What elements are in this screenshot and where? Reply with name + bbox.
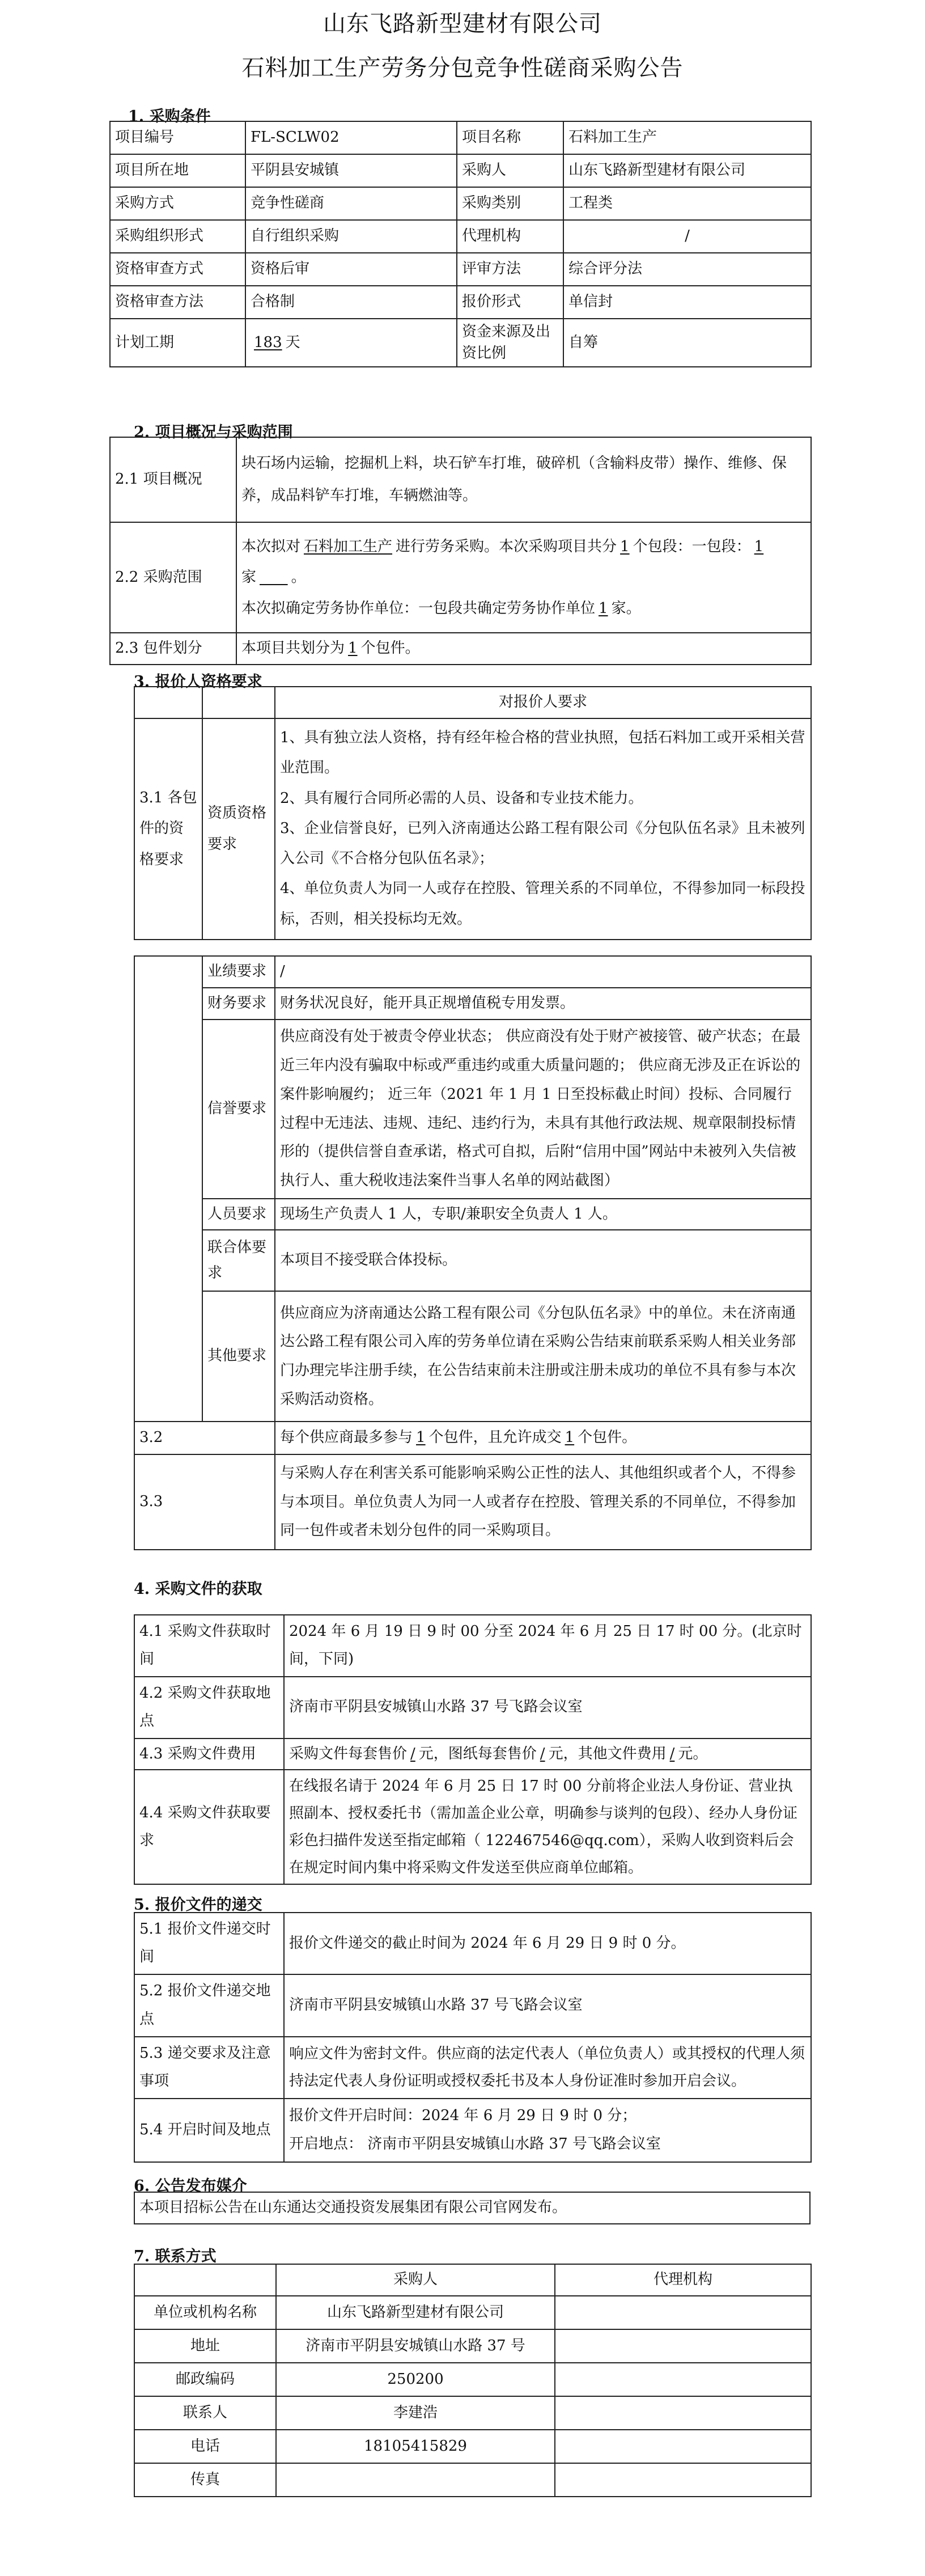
field-value bbox=[555, 2329, 811, 2363]
document-acquisition-table bbox=[134, 1614, 812, 1885]
field-value: / bbox=[563, 220, 811, 253]
field-value: 山东飞路新型建材有限公司 bbox=[276, 2296, 555, 2329]
qualification-table-b bbox=[134, 955, 812, 1550]
field-value: 与采购人存在利害关系可能影响采购公正性的法人、其他组织或者个人，不得参与本项目。单位负责人为同一人或者存在控股、管理关系的不同单位，不得参加同一包件或者未划分包件的同一采购项目。 bbox=[275, 1454, 811, 1550]
announcement-title: 石料加工生产劳务分包竞争性磋商采购公告 bbox=[241, 55, 684, 81]
field-value bbox=[555, 2296, 811, 2329]
table-row bbox=[134, 956, 811, 988]
table-row bbox=[134, 2099, 811, 2162]
column-header: 代理机构 bbox=[555, 2264, 811, 2296]
field-value: 响应文件为密封文件。供应商的法定代表人（单位负责人）或其授权的代理人须持法定代表人身份证明或授权委托书及本人身份证准时参加开启会议。 bbox=[284, 2037, 811, 2099]
field-value: 1、具有独立法人资格，持有经年检合格的营业执照，包括石料加工或开采相关营业范围。 2、具有履行合同所必需的人员、设备和专业技术能力。 3、企业信誉良好，已列入济南通达公路工程有限公司《分包队伍名录》且未被列入公司《不合格分包队伍名录》； 4、单位负责人为同一人或存在控股、管理关系的不同单位，不得参加同一标段投标，否则，相关投标均无效。 bbox=[275, 718, 811, 940]
table-row bbox=[134, 2430, 811, 2463]
field-value: 在线报名请于 2024 年 6 月 25 日 17 时 00 分前将企业法人身份证、营业执照副本、授权委托书（需加盖企业公章，明确参与谈判的包段）、经办人身份证彩色扫描件发送至指定邮箱（ 122467546@qq.com），采购人收到资料后会在规定时间内集中将采购文件发送至供应商单位邮箱。 bbox=[284, 1770, 811, 1884]
field-value bbox=[555, 2396, 811, 2430]
field-value: 供应商应为济南通达公路工程有限公司《分包队伍名录》中的单位。未在济南通达公路工程有限公司入库的劳务单位请在采购公告结束前联系采购人相关业务部门办理完毕注册手续，在公告结束前未注册或注册未成功的单位不具有参与本次采购活动资格。 bbox=[275, 1291, 811, 1422]
field-label: 单位或机构名称 bbox=[134, 2296, 276, 2329]
section-4-heading: 4. 采购文件的获取 bbox=[134, 1580, 262, 1598]
table-row bbox=[134, 2296, 811, 2329]
table-row bbox=[134, 2396, 811, 2430]
table-row bbox=[134, 2329, 811, 2363]
field-value: 自筹 bbox=[563, 319, 811, 367]
table-row bbox=[134, 1974, 811, 2037]
field-label: 5.4 开启时间及地点 bbox=[134, 2099, 284, 2162]
field-value: 现场生产负责人 1 人，专职/兼职安全负责人 1 人。 bbox=[275, 1199, 811, 1230]
table-row bbox=[134, 1230, 811, 1291]
field-value: 李建浩 bbox=[276, 2396, 555, 2430]
field-label: 电话 bbox=[134, 2430, 276, 2463]
field-label: 4.1 采购文件获取时间 bbox=[134, 1615, 284, 1677]
field-label: 报价形式 bbox=[457, 286, 563, 319]
field-value bbox=[555, 2363, 811, 2396]
project-overview-table bbox=[109, 437, 812, 665]
field-label: 业绩要求 bbox=[202, 956, 275, 988]
field-label: 项目名称 bbox=[457, 121, 563, 154]
qualification-table-a bbox=[134, 686, 812, 940]
table-row bbox=[134, 1739, 811, 1770]
field-value: 采购文件每套售价 / 元，图纸每套售价 / 元，其他文件费用 / 元。 bbox=[284, 1739, 811, 1770]
table-row bbox=[110, 286, 811, 319]
field-label: 2.2 采购范围 bbox=[110, 522, 236, 633]
field-value: 单信封 bbox=[563, 286, 811, 319]
field-label: 3.2 bbox=[134, 1422, 275, 1454]
field-label: 5.3 递交要求及注意事项 bbox=[134, 2037, 284, 2099]
table-row bbox=[110, 633, 811, 665]
field-value: 本项目招标公告在山东通达交通投资发展集团有限公司官网发布。 bbox=[134, 2192, 810, 2224]
field-label: 5.2 报价文件递交地点 bbox=[134, 1974, 284, 2037]
field-value: 块石场内运输，挖掘机上料，块石铲车打堆，破碎机（含输料皮带）操作、维修、保养，成品料铲车打堆，车辆燃油等。 bbox=[236, 437, 811, 522]
field-label: 评审方法 bbox=[457, 253, 563, 286]
field-label: 其他要求 bbox=[202, 1291, 275, 1422]
field-value: 综合评分法 bbox=[563, 253, 811, 286]
section-3-heading: 3. 报价人资格要求 bbox=[134, 673, 262, 691]
field-label: 项目所在地 bbox=[110, 154, 245, 187]
table-row bbox=[110, 522, 811, 633]
field-value: 报价文件递交的截止时间为 2024 年 6 月 29 日 9 时 0 分。 bbox=[284, 1913, 811, 1974]
field-value: 平阴县安城镇 bbox=[245, 154, 457, 187]
field-value bbox=[555, 2430, 811, 2463]
field-label: 资格审查方式 bbox=[110, 253, 245, 286]
table-row bbox=[134, 2363, 811, 2396]
field-value: 2024 年 6 月 19 日 9 时 00 分至 2024 年 6 月 25 日 17 时 00 分。(北京时间，下同) bbox=[284, 1615, 811, 1677]
field-value: 250200 bbox=[276, 2363, 555, 2396]
table-row bbox=[134, 2264, 811, 2296]
field-value bbox=[555, 2463, 811, 2497]
field-label: 代理机构 bbox=[457, 220, 563, 253]
table-row bbox=[134, 2463, 811, 2497]
submission-table bbox=[134, 1912, 812, 2163]
field-value: 石料加工生产 bbox=[563, 121, 811, 154]
table-row bbox=[134, 2192, 810, 2224]
field-value: 报价文件开启时间：2024 年 6 月 29 日 9 时 0 分； 开启地点： 济南市平阴县安城镇山水路 37 号飞路会议室 bbox=[284, 2099, 811, 2162]
field-label: 2.1 项目概况 bbox=[110, 437, 236, 522]
company-title: 山东飞路新型建材有限公司 bbox=[323, 11, 602, 37]
field-value: 本项目不接受联合体投标。 bbox=[275, 1230, 811, 1291]
table-row bbox=[134, 1913, 811, 1974]
field-label: 3.3 bbox=[134, 1454, 275, 1550]
table-row bbox=[134, 988, 811, 1020]
table-row bbox=[134, 2037, 811, 2099]
field-label: 2.3 包件划分 bbox=[110, 633, 236, 665]
field-label: 地址 bbox=[134, 2329, 276, 2363]
field-label: 采购组织形式 bbox=[110, 220, 245, 253]
table-row bbox=[110, 319, 811, 367]
field-value: FL-SCLW02 bbox=[245, 121, 457, 154]
field-label: 4.3 采购文件费用 bbox=[134, 1739, 284, 1770]
table-row bbox=[134, 1677, 811, 1739]
field-label: 联系人 bbox=[134, 2396, 276, 2430]
field-value: 自行组织采购 bbox=[245, 220, 457, 253]
table-row bbox=[134, 1770, 811, 1884]
field-value: 济南市平阴县安城镇山水路 37 号 bbox=[276, 2329, 555, 2363]
publication-media-table bbox=[134, 2192, 811, 2224]
contact-table bbox=[134, 2264, 812, 2497]
field-value: 每个供应商最多参与 1 个包件，且允许成交 1 个包件。 bbox=[275, 1422, 811, 1454]
field-label: 3.1 各包件的资格要求 bbox=[134, 718, 202, 940]
field-label: 4.4 采购文件获取要求 bbox=[134, 1770, 284, 1884]
field-label: 资格审查方法 bbox=[110, 286, 245, 319]
field-value: 资格后审 bbox=[245, 253, 457, 286]
column-header: 采购人 bbox=[276, 2264, 555, 2296]
table-row bbox=[134, 1020, 811, 1199]
column-header: 对报价人要求 bbox=[275, 687, 811, 718]
field-label: 信誉要求 bbox=[202, 1020, 275, 1199]
table-row bbox=[134, 1454, 811, 1550]
field-label: 项目编号 bbox=[110, 121, 245, 154]
field-value: 合格制 bbox=[245, 286, 457, 319]
section-1-heading: 1. 采购条件 bbox=[128, 108, 211, 125]
section-7-heading: 7. 联系方式 bbox=[134, 2248, 217, 2265]
table-row bbox=[134, 687, 811, 718]
section-6-heading: 6. 公告发布媒介 bbox=[134, 2177, 247, 2195]
field-label: 4.2 采购文件获取地点 bbox=[134, 1677, 284, 1739]
field-value: 山东飞路新型建材有限公司 bbox=[563, 154, 811, 187]
field-value: 183 天 bbox=[245, 319, 457, 367]
field-label: 人员要求 bbox=[202, 1199, 275, 1230]
table-row bbox=[134, 1615, 811, 1677]
field-value: 工程类 bbox=[563, 187, 811, 220]
table-row bbox=[110, 253, 811, 286]
table-row bbox=[134, 1199, 811, 1230]
field-label: 采购类别 bbox=[457, 187, 563, 220]
field-label: 传真 bbox=[134, 2463, 276, 2497]
table-row bbox=[134, 718, 811, 940]
field-label: 资金来源及出资比例 bbox=[457, 319, 563, 367]
field-label: 资质资格要求 bbox=[202, 718, 275, 940]
field-value: 供应商没有处于被责令停业状态； 供应商没有处于财产被接管、破产状态；在最近三年内没有骗取中标或严重违约或重大质量问题的； 供应商无涉及正在诉讼的案件影响履约； 近三年（2021 年 1 月 1 日至投标截止时间）投标、合同履行过程中无违法、违规、违纪、违约行为，未具有其他行政法规、规章限制投标情形的（提供信誉自查承诺，格式可自拟，后附“信用中国”网站中未被列入失信被执行人、重大税收违法案件当事人名单的网站截图） bbox=[275, 1020, 811, 1199]
field-label: 采购人 bbox=[457, 154, 563, 187]
field-value: 济南市平阴县安城镇山水路 37 号飞路会议室 bbox=[284, 1677, 811, 1739]
field-label: 联合体要求 bbox=[202, 1230, 275, 1291]
field-value: 本项目共划分为 1 个包件。 bbox=[236, 633, 811, 665]
field-label: 邮政编码 bbox=[134, 2363, 276, 2396]
table-row bbox=[110, 187, 811, 220]
table-row bbox=[110, 121, 811, 154]
field-label: 采购方式 bbox=[110, 187, 245, 220]
section-2-heading: 2. 项目概况与采购范围 bbox=[134, 424, 293, 441]
field-value: 竞争性磋商 bbox=[245, 187, 457, 220]
field-value: 本次拟对 石料加工生产 进行劳务采购。本次采购项目共分 1 个包段：一包段： 1家 。 本次拟确定劳务协作单位：一包段共确定劳务协作单位 1 家。 bbox=[236, 522, 811, 633]
field-label: 财务要求 bbox=[202, 988, 275, 1020]
field-value: 18105415829 bbox=[276, 2430, 555, 2463]
procurement-conditions-table bbox=[109, 121, 812, 367]
table-row bbox=[134, 1422, 811, 1454]
table-row bbox=[134, 1291, 811, 1422]
table-row bbox=[110, 437, 811, 522]
table-row bbox=[110, 220, 811, 253]
field-value: 财务状况良好，能开具正规增值税专用发票。 bbox=[275, 988, 811, 1020]
field-value bbox=[276, 2463, 555, 2497]
table-row bbox=[110, 154, 811, 187]
field-value: 济南市平阴县安城镇山水路 37 号飞路会议室 bbox=[284, 1974, 811, 2037]
field-label: 计划工期 bbox=[110, 319, 245, 367]
field-value: / bbox=[275, 956, 811, 988]
section-5-heading: 5. 报价文件的递交 bbox=[134, 1896, 262, 1914]
field-label: 5.1 报价文件递交时间 bbox=[134, 1913, 284, 1974]
